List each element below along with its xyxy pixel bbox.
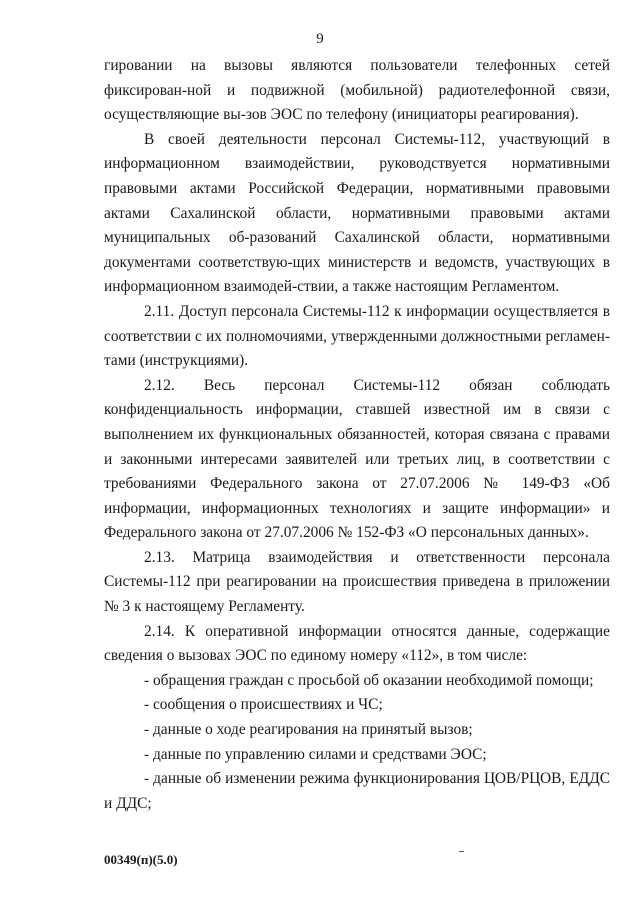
list-item: - сообщения о происшествиях и ЧС; [144, 696, 383, 714]
paragraph-2-11: 2.11. Доступ персонала Системы-112 к информации осуществляется в соответствии с их полномочиями, утвержденными должностными регламен-тами (инструкциями). [104, 302, 610, 370]
paragraph-legal-basis: В своей деятельности персонал Системы-112, участвующий в информационном взаимодействии, руководствуется нормативными правовыми актами Российской Федерации, нормативными правовыми актами Сахалинской области, нормативными правовыми актами муниципальных об-разований Сахалинской области, нормативными документами соответствую-щих министерств и ведомств, участвующих в информационном взаимодей-ствии, а также настоящим Регламентом. [104, 130, 610, 296]
document-body [104, 54, 610, 816]
list-item: - данные об изменении режима функционирования ЦОВ/РЦОВ, ЕДДС и ДДС; [104, 770, 610, 812]
list-item: - данные по управлению силами и средствами ЭОС; [144, 745, 487, 763]
list-item: - данные о ходе реагирования на принятый вызов; [144, 721, 473, 739]
paragraph-2-14: 2.14. К оперативной информации относятся данные, содержащие сведения о вызовах ЭОС по единому номеру «112», в том числе: [104, 622, 610, 665]
paragraph-2-13: 2.13. Матрица взаимодействия и ответственности персонала Системы-112 при реагировании на происшествия приведена в приложении № 3 к настоящему Регламенту. [104, 548, 610, 616]
document-code: 00349(п)(5.0) [104, 852, 178, 867]
list-item: - обращения граждан с просьбой об оказании необходимой помощи; [144, 671, 594, 689]
paragraph-2-12: 2.12. Весь персонал Системы-112 обязан соблюдать конфиденциальность информации, ставшей известной им в связи с выполнением их функциональных обязанностей, которая связана с правами и законными интересами заявителей или третьих лиц, в соответствии с требованиями Федерального закона от 27.07.2006 № 149-ФЗ «Об информации, информационных технологиях и защите информации» и Федерального закона от 27.07.2006 № 152-ФЗ «О персональных данных». [104, 376, 610, 542]
page-number: 9 [316, 31, 324, 47]
scan-mark [459, 851, 464, 852]
paragraph-continuation: гировании на вызовы являются пользователи телефонных сетей фиксирован-ной и подвижной (мобильной) радиотелефонной связи, осуществляющие вы-зов ЭОС по телефону (инициаторы реагирования). [104, 57, 610, 124]
